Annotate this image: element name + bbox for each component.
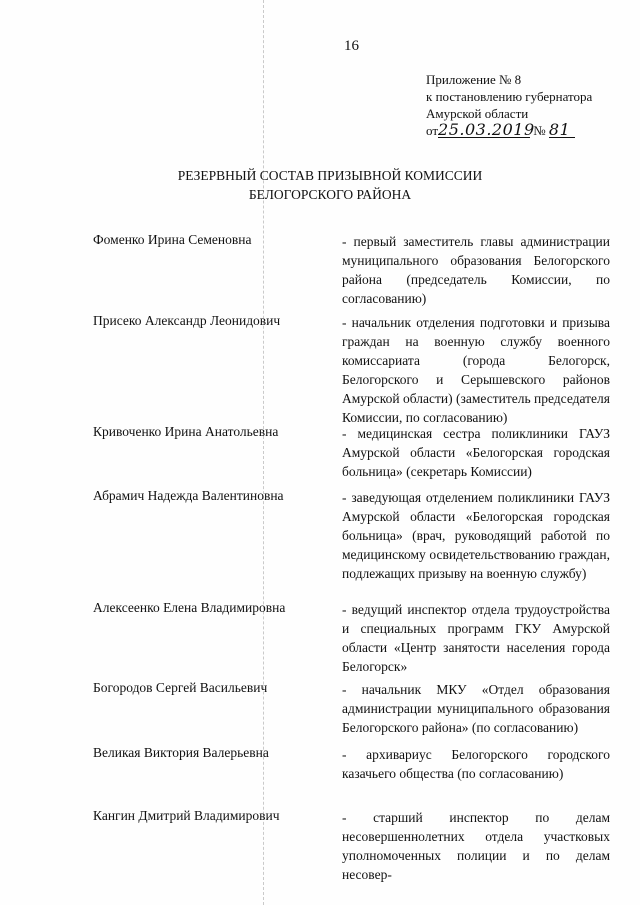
member-name: Присеко Александр Леонидович (93, 313, 281, 328)
annex-reference-line1: к постановлению губернатора (426, 89, 593, 104)
member-role: - начальник МКУ «Отдел образования администрации муниципального образования Белогорского района» (по согласованию) (342, 682, 610, 735)
handwritten-number: 81 (549, 123, 575, 138)
member-role: - медицинская сестра поликлиники ГАУЗ Амурской области «Белогорская городская больница» (секретарь Комиссии) (342, 426, 610, 479)
title-line2: БЕЛОГОРСКОГО РАЙОНА (248, 187, 412, 202)
handwritten-date: 25.03.2019 (438, 120, 535, 139)
annex-date-line (426, 122, 592, 139)
member-name: Фоменко Ирина Семеновна (93, 232, 252, 247)
annex-title: Приложение № 8 (426, 72, 522, 87)
member-name: Богородов Сергей Васильевич (93, 680, 268, 695)
member-role: - заведующая отделением поликлиники ГАУЗ Амурской области «Белогорская городская больница» (врач, руководящий работой по медицинскому освидетельствованию граждан, подлежащих призыву на военную службу) (342, 490, 610, 581)
date-prefix: от (426, 123, 439, 138)
annex-reference-line2: Амурской области (426, 106, 529, 121)
page-number: 16 (344, 38, 359, 54)
title-line1: РЕЗЕРВНЫЙ СОСТАВ ПРИЗЫВНОЙ КОМИССИИ (177, 168, 483, 183)
member-role: - архивариус Белогорского городского казачьего общества (по согласованию) (342, 747, 610, 781)
member-role: - первый заместитель главы администрации муниципального образования Белогорского района (председатель Комиссии, по согласованию) (342, 234, 610, 306)
member-name: Кангин Дмитрий Владимирович (93, 808, 280, 823)
scan-fold-line (263, 0, 264, 905)
member-role: - старший инспектор по делам несовершеннолетних отдела участковых уполномоченных полиции и по делам несовер- (342, 810, 610, 882)
member-name: Великая Виктория Валерьевна (93, 745, 269, 760)
member-name: Алексеенко Елена Владимировна (93, 600, 286, 615)
document-title (150, 166, 510, 204)
annex-block (426, 71, 592, 139)
member-role: - ведущий инспектор отдела трудоустройства и специальных программ ГКУ Амурской области «Центр занятости населения города Белогорск» (342, 602, 610, 674)
member-name: Кривоченко Ирина Анатольевна (93, 424, 279, 439)
member-role: - начальник отделения подготовки и призыва граждан на военную службу военного комиссариата (города Белогорск, Белогорского и Серышевского районов Амурской области) (заместитель председателя Комиссии, по согласованию) (342, 315, 610, 425)
member-name: Абрамич Надежда Валентиновна (93, 488, 284, 503)
number-prefix: № (533, 123, 546, 138)
